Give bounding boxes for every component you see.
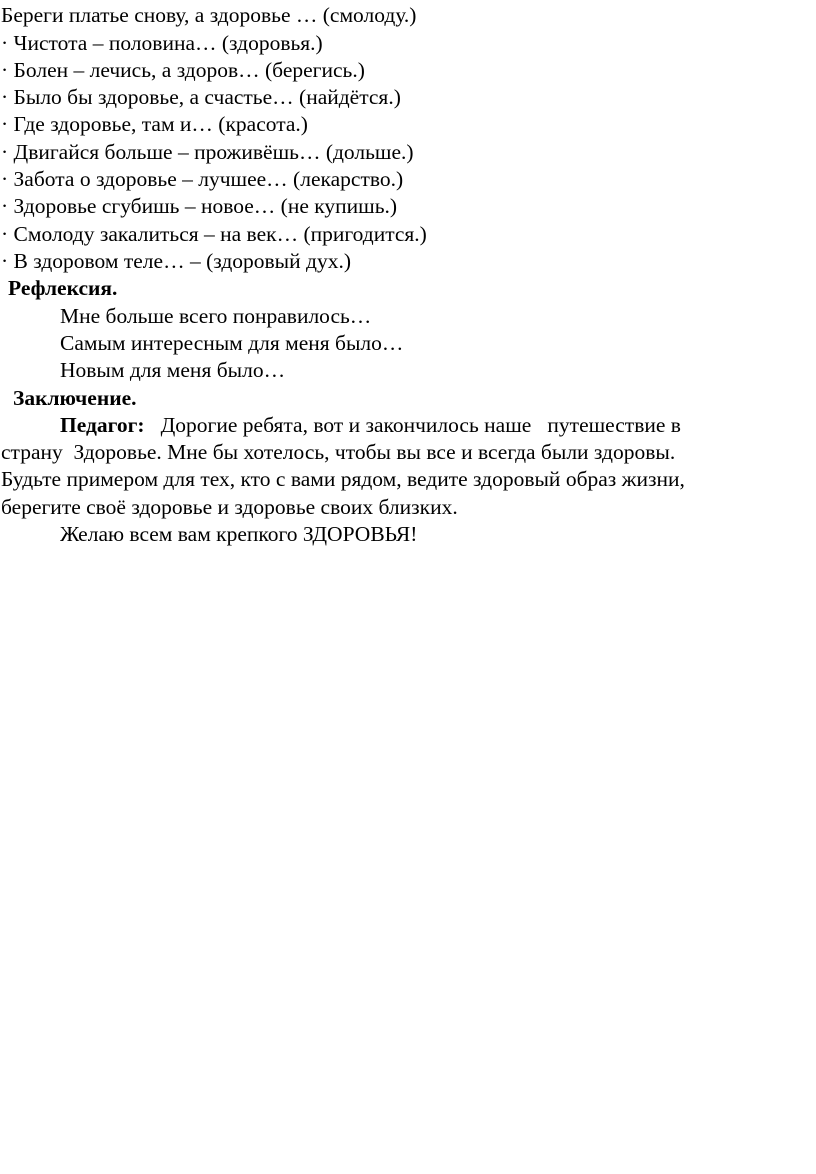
proverb-item: · Чистота – половина… (здоровья.) bbox=[1, 31, 323, 55]
reflection-prompt: Самым интересным для меня было… bbox=[60, 331, 404, 355]
proverb-item: · Здоровье сгубишь – новое… (не купишь.) bbox=[1, 194, 398, 218]
speaker-label: Педагог: bbox=[60, 413, 145, 437]
proverb-item: Береги платье снову, а здоровье … (смолоду.) bbox=[1, 3, 417, 27]
proverb-item: · Где здоровье, там и… (красота.) bbox=[1, 112, 308, 136]
closing-wish: Желаю всем вам крепкого ЗДОРОВЬЯ! bbox=[60, 522, 418, 546]
conclusion-text: берегите своё здоровье и здоровье своих близких. bbox=[1, 495, 458, 519]
conclusion-text: Будьте примером для тех, кто с вами рядом, ведите здоровый образ жизни, bbox=[1, 467, 685, 491]
proverb-item: · В здоровом теле… – (здоровый дух.) bbox=[1, 249, 351, 273]
proverb-item: · Было бы здоровье, а счастье… (найдётся.) bbox=[1, 85, 401, 109]
proverb-item: · Смолоду закалиться – на век… (пригодится.) bbox=[1, 222, 427, 246]
proverb-item: · Болен – лечись, а здоров… (берегись.) bbox=[1, 58, 365, 82]
proverb-item: · Двигайся больше – проживёшь… (дольше.) bbox=[1, 140, 414, 164]
reflection-prompt: Мне больше всего понравилось… bbox=[60, 304, 372, 328]
proverb-item: · Забота о здоровье – лучшее… (лекарство.) bbox=[1, 167, 404, 191]
conclusion-heading: Заключение. bbox=[13, 386, 137, 410]
conclusion-text: Дорогие ребята, вот и закончилось наше путешествие в bbox=[160, 413, 681, 437]
conclusion-text: страну Здоровье. Мне бы хотелось, чтобы вы все и всегда были здоровы. bbox=[1, 440, 676, 464]
reflection-prompt: Новым для меня было… bbox=[60, 358, 286, 382]
conclusion-first-line bbox=[60, 412, 681, 438]
reflection-heading: Рефлексия. bbox=[8, 276, 118, 300]
